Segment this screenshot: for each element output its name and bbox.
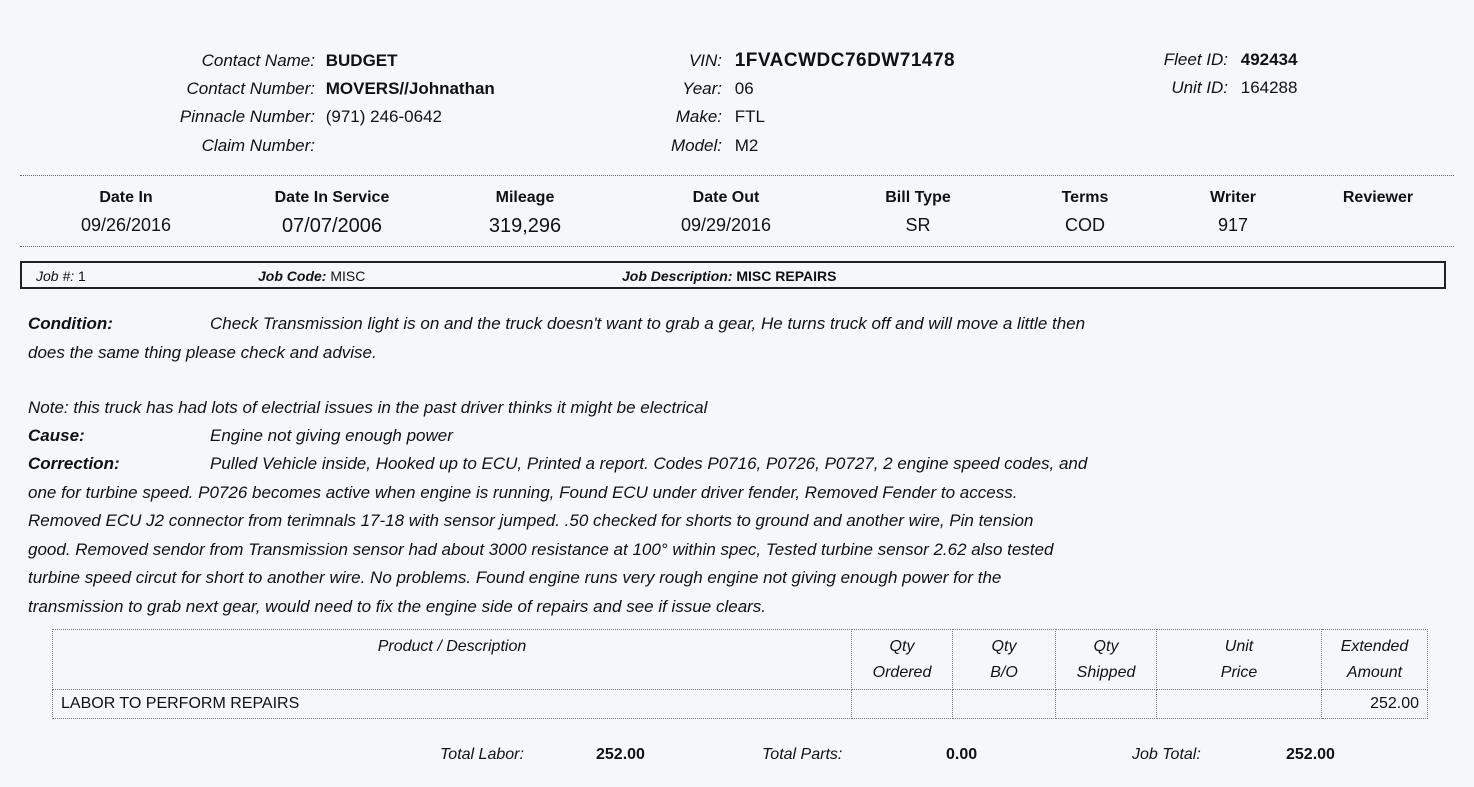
col-header-line: Product / Description (377, 638, 527, 655)
summary-value: 07/07/2006 (281, 215, 383, 237)
vin-label: VIN: (688, 51, 722, 70)
correction-line: transmission to grab next gear, would need to fix the engine side of repairs and see if issue clears. (28, 596, 767, 616)
summary-header: Date Out (692, 189, 760, 206)
correction-line: turbine speed circut for short to another wire. No problems. Found engine runs very rough engine not giving enough power for the (28, 568, 1002, 588)
job-code-label: Job Code: (258, 268, 327, 284)
summary-value: 319,296 (488, 215, 562, 237)
cause-label: Cause: (28, 425, 85, 445)
header-divider (20, 175, 1454, 176)
col-header-line: Unit (1224, 638, 1254, 655)
notes-section (28, 394, 1278, 622)
condition-line: does the same thing please check and advise. (28, 342, 377, 362)
col-header (1056, 630, 1157, 690)
summary-reviewer (1298, 189, 1458, 215)
job-total-value: 252.00 (1286, 746, 1335, 763)
unit-id-label: Unit ID: (1171, 78, 1228, 97)
summary-header: Mileage (495, 189, 555, 206)
model-label: Model: (670, 136, 722, 155)
parts-table-header (53, 630, 1428, 690)
summary-value: 09/26/2016 (80, 215, 172, 235)
summary-header: Terms (1061, 189, 1109, 206)
cause-text: Engine not giving enough power (210, 425, 453, 445)
fleet-id-value: 492434 (1240, 50, 1298, 69)
job-code (258, 268, 365, 284)
contact-name-label: Contact Name: (201, 51, 315, 70)
col-header (852, 630, 953, 690)
summary-bill-type (838, 189, 998, 236)
summary-value: 917 (1217, 215, 1249, 235)
col-header-line: Qty (1093, 638, 1119, 655)
make-row (0, 107, 765, 127)
col-header (53, 630, 852, 690)
summary-date-in (46, 189, 206, 236)
col-header (953, 630, 1056, 690)
condition-line: Check Transmission light is on and the truck doesn't want to grab a gear, He turns truck off and will move a little then (210, 314, 1086, 333)
year-label: Year: (682, 79, 722, 98)
claim-number-label: Claim Number: (201, 136, 315, 155)
job-header-box (20, 261, 1446, 289)
col-header-line: Qty (889, 638, 915, 655)
vin-value: 1FVACWDC76DW71478 (734, 50, 956, 71)
total-parts-label: Total Parts: (762, 746, 843, 763)
table-cell (1056, 690, 1157, 719)
model-row (0, 136, 758, 156)
total-parts-value: 0.00 (946, 746, 978, 763)
summary-mileage (445, 189, 605, 238)
pinnacle-number-label: Pinnacle Number: (179, 107, 315, 126)
pinnacle-number-value: (971) 246-0642 (325, 107, 442, 126)
summary-terms (1005, 189, 1165, 236)
col-header-line: Amount (1346, 664, 1403, 681)
table-cell (953, 690, 1056, 719)
job-description (622, 268, 836, 284)
model-value: M2 (734, 136, 759, 155)
col-header (1157, 630, 1322, 690)
fleet-id-row (0, 50, 1297, 70)
contact-name-value: BUDGET (325, 51, 398, 70)
summary-divider (20, 246, 1454, 247)
unit-id-row (0, 78, 1297, 98)
parts-table (52, 629, 1428, 719)
correction-line: Removed ECU J2 connector from terimnals 17-18 with sensor jumped. .50 checked for shorts to ground and another wire, Pin tension (28, 511, 1034, 531)
job-description-value: MISC REPAIRS (736, 268, 837, 284)
condition-section (28, 310, 1278, 367)
summary-writer (1153, 189, 1313, 236)
job-number-label: Job #: (36, 268, 75, 284)
job-description-label: Job Description: (622, 268, 733, 284)
correction-line: Pulled Vehicle inside, Hooked up to ECU, Printed a report. Codes P0716, P0726, P0727, 2 engine speed codes, and (210, 453, 1088, 473)
condition-label: Condition: (28, 314, 113, 333)
summary-value: COD (1065, 215, 1105, 235)
col-header-line: Qty (991, 638, 1017, 655)
contact-number-value: MOVERS//Johnathan (325, 79, 495, 98)
col-header-line: Price (1220, 664, 1258, 681)
summary-value: 09/29/2016 (680, 215, 772, 235)
correction-line: good. Removed sendor from Transmission sensor had about 3000 resistance at 100° within spec, Tested turbine sensor 2.62 also tested (28, 539, 1054, 559)
make-value: FTL (734, 107, 765, 126)
fleet-id-label: Fleet ID: (1163, 50, 1228, 69)
table-cell: LABOR TO PERFORM REPAIRS (53, 690, 852, 719)
summary-date-in-service (252, 189, 412, 238)
col-header-line: B/O (990, 664, 1018, 681)
table-cell (1157, 690, 1322, 719)
summary-header: Bill Type (885, 189, 951, 206)
total-labor-value: 252.00 (596, 746, 645, 763)
col-header-line: Shipped (1076, 664, 1136, 681)
unit-id-value: 164288 (1240, 78, 1298, 97)
total-labor-label: Total Labor: (440, 746, 524, 763)
correction-line: one for turbine speed. P0726 becomes active when engine is running, Found ECU under driver fender, Removed Fender to access. (28, 482, 1018, 502)
table-cell (852, 690, 953, 719)
table-cell: 252.00 (1322, 690, 1428, 719)
col-header-line: Extended (1340, 638, 1409, 655)
col-header-line: Ordered (872, 664, 932, 681)
table-row (53, 690, 1428, 719)
year-value: 06 (734, 79, 754, 98)
summary-header: Date In (99, 189, 153, 206)
summary-header: Date In Service (274, 189, 390, 206)
correction-label: Correction: (28, 453, 120, 473)
contact-number-label: Contact Number: (186, 79, 315, 98)
job-number-value: 1 (78, 268, 86, 284)
summary-header: Reviewer (1342, 189, 1414, 206)
summary-value: SR (905, 215, 931, 235)
note-text: Note: this truck has had lots of electrial issues in the past driver thinks it might be electrical (28, 398, 708, 417)
make-label: Make: (675, 107, 722, 126)
summary-header: Writer (1210, 189, 1256, 206)
job-code-value: MISC (330, 268, 366, 284)
job-number (36, 268, 86, 284)
col-header (1322, 630, 1428, 690)
job-total-label: Job Total: (1132, 746, 1201, 763)
summary-date-out (646, 189, 806, 236)
